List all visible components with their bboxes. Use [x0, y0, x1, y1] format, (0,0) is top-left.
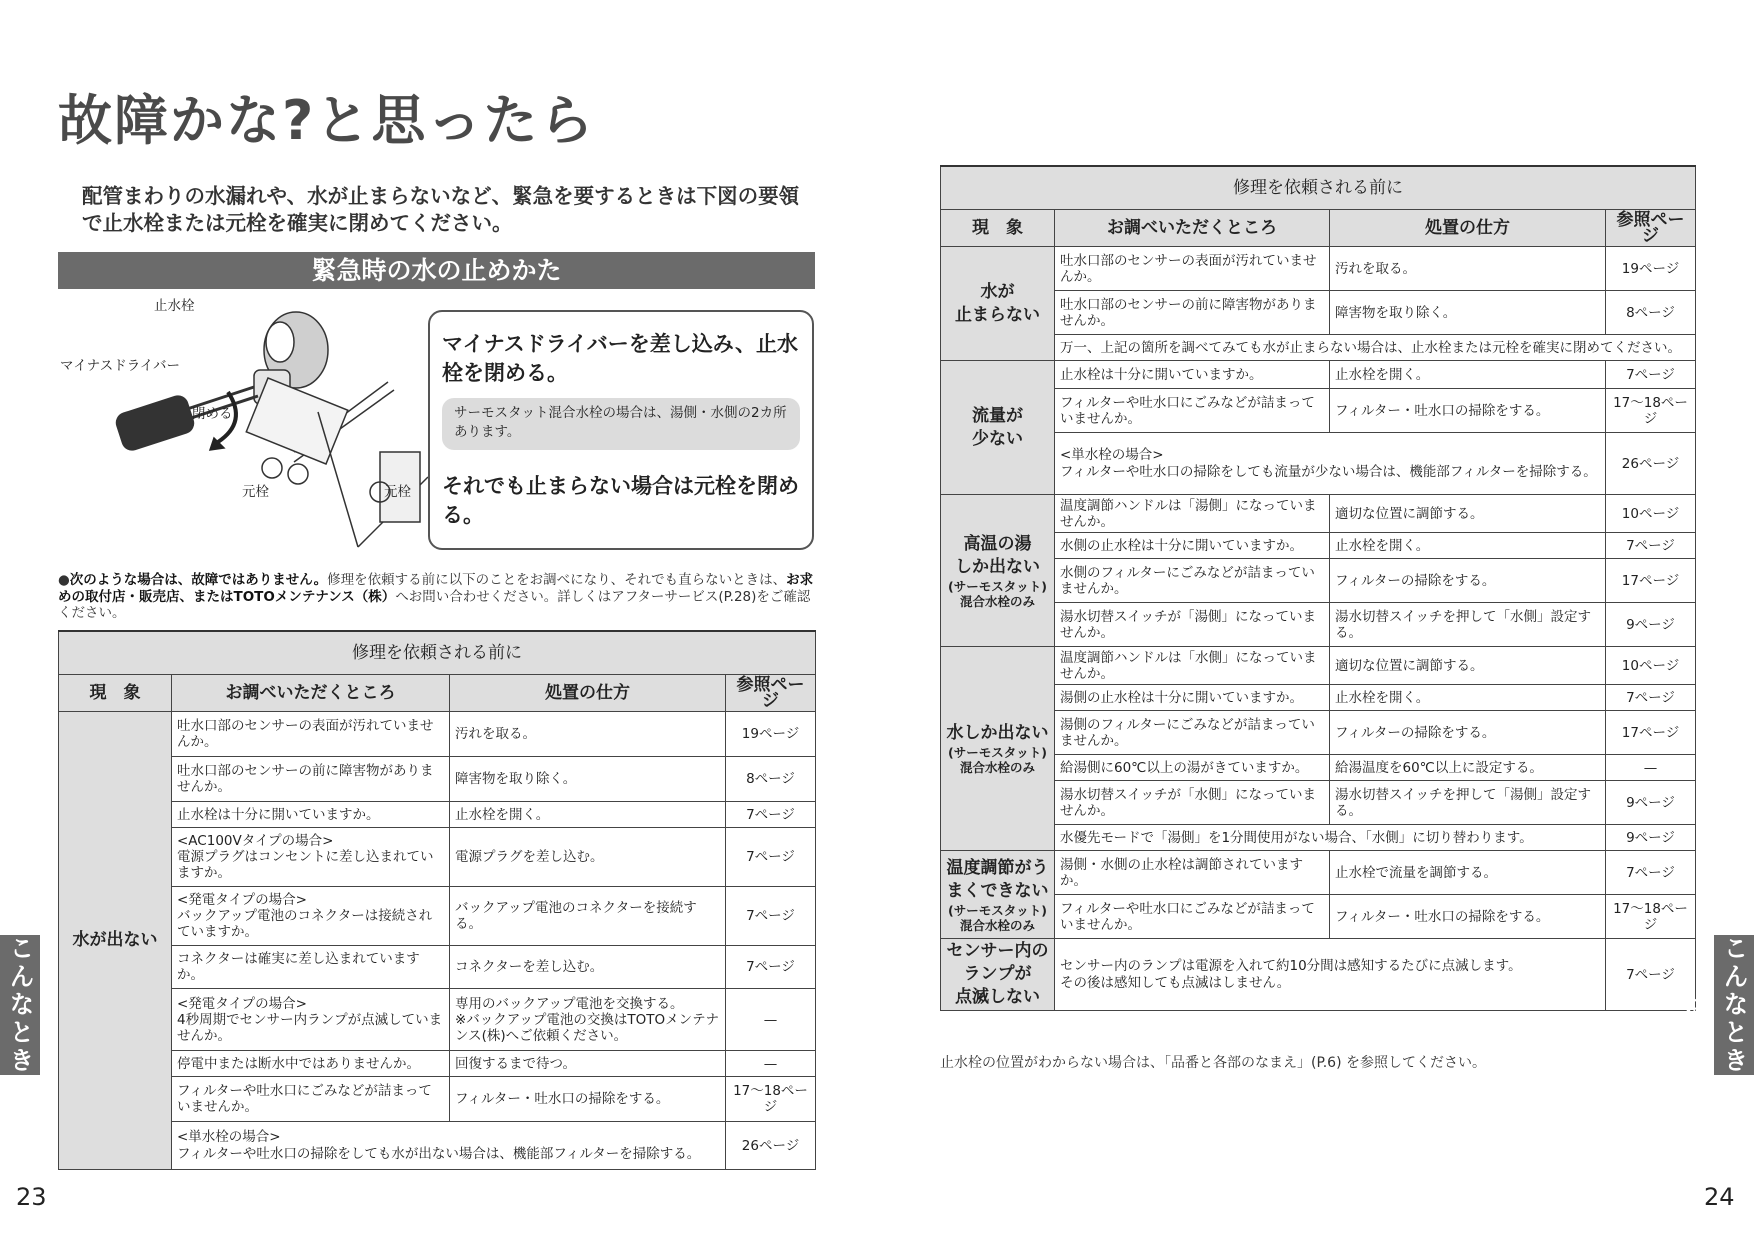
action-cell: 止水栓で流量を調節する。: [1330, 851, 1606, 895]
action-cell: 回復するまで待つ。: [450, 1051, 726, 1077]
check-cell: 止水栓は十分に開いていますか。: [1055, 361, 1330, 389]
check-cell: 湯水切替スイッチが「水側」になっていませんか。: [1055, 781, 1330, 825]
side-tab-left: こんなとき: [0, 935, 40, 1075]
symptom-lamp: センサー内の ランプが 点滅しない: [941, 939, 1055, 1011]
ref-cell: 7ページ: [1606, 851, 1696, 895]
step2-text: それでも止まらない場合は元栓を閉める。: [442, 474, 799, 527]
notice-t1: 修理を依頼する前に以下のことをお調べになり、それでも直らないときは、: [327, 572, 787, 588]
driver-label: マイナスドライバー: [60, 358, 181, 374]
action-cell: 障害物を取り除く。: [1330, 291, 1606, 335]
step1-text: マイナスドライバーを差し込み、止水栓を閉める。: [442, 332, 798, 385]
ref-cell: 17ページ: [1606, 559, 1696, 603]
ref-cell: 9ページ: [1606, 781, 1696, 825]
ref-cell: 10ページ: [1606, 647, 1696, 685]
symptom-low-flow: 流量が 少ない: [941, 361, 1055, 495]
check-cell: <発電タイプの場合> 4秒周期でセンサー内ランプが点滅していませんか。: [172, 989, 450, 1051]
action-cell: 電源プラグを差し込む。: [450, 828, 726, 887]
check-cell: 湯側の止水栓は十分に開いていますか。: [1055, 685, 1330, 711]
check-cell: 吐水口部のセンサーの前に障害物がありませんか。: [172, 757, 450, 802]
action-cell: 適切な位置に調節する。: [1330, 647, 1606, 685]
ref-cell: 19ページ: [1606, 247, 1696, 291]
ref-cell: 9ページ: [1606, 825, 1696, 851]
action-cell: 止水栓を開く。: [1330, 361, 1606, 389]
span-cell: 万一、上記の箇所を調べてみても水が止まらない場合は、止水栓または元栓を確実に閉めてください。: [1055, 335, 1696, 361]
header-check: お調べいただくところ: [1055, 210, 1330, 247]
main-valve-label-2: 元栓: [384, 484, 411, 500]
action-cell: 適切な位置に調節する。: [1330, 495, 1606, 533]
right-troubleshoot-table: [940, 165, 1696, 1011]
ref-cell: 26ページ: [1606, 433, 1696, 495]
ref-cell: 7ページ: [1606, 685, 1696, 711]
notice-bold2: お求めの取付店・販売店、またはTOTOメンテナンス（株）: [58, 572, 814, 605]
header-check: お調べいただくところ: [172, 675, 450, 712]
ref-cell: 9ページ: [1606, 603, 1696, 647]
ref-cell: 17〜18ページ: [1606, 389, 1696, 433]
action-cell: 専用のバックアップ電池を交換する。 ※バックアップ電池の交換はTOTOメンテナンス(株)へご依頼ください。: [450, 989, 726, 1051]
action-cell: 湯水切替スイッチを押して「湯側」設定する。: [1330, 781, 1606, 825]
check-cell: 湯側のフィルターにごみなどが詰まっていませんか。: [1055, 711, 1330, 755]
span-cell: <単水栓の場合> フィルターや吐水口の掃除をしても水が出ない場合は、機能部フィルターを掃除する。: [172, 1122, 726, 1170]
check-cell: 湯側・水側の止水栓は調節されていますか。: [1055, 851, 1330, 895]
ref-cell: —: [726, 1051, 816, 1077]
check-cell: 湯水切替スイッチが「湯側」になっていませんか。: [1055, 603, 1330, 647]
header-action: 処置の仕方: [1330, 210, 1606, 247]
check-cell: <AC100Vタイプの場合> 電源プラグはコンセントに差し込まれていますか。: [172, 828, 450, 887]
check-cell: 温度調節ハンドルは「湯側」になっていませんか。: [1055, 495, 1330, 533]
check-cell: コネクターは確実に差し込まれていますか。: [172, 946, 450, 989]
action-cell: フィルターの掃除をする。: [1330, 559, 1606, 603]
check-cell: 止水栓は十分に開いていますか。: [172, 802, 450, 828]
ref-cell: 7ページ: [726, 887, 816, 946]
ref-cell: 7ページ: [1606, 939, 1696, 1011]
check-cell: フィルターや吐水口にごみなどが詰まっていませんか。: [172, 1077, 450, 1122]
symptom-hot-only: [941, 495, 1055, 647]
action-cell: フィルター・吐水口の掃除をする。: [1330, 895, 1606, 939]
symptom-hot-only-label: 高温の湯 しか出ない: [955, 533, 1040, 577]
header-ref: 参照ページ: [1606, 210, 1696, 247]
span-cell: センサー内のランプは電源を入れて約10分間は感知するたびに点滅します。 その後は感知しても点滅はしません。: [1055, 939, 1606, 1011]
check-cell: 水側のフィルターにごみなどが詰まっていませんか。: [1055, 559, 1330, 603]
notice-bold1: 次のような場合は、故障ではありません。: [69, 572, 328, 588]
check-cell: 吐水口部のセンサーの表面が汚れていませんか。: [1055, 247, 1330, 291]
table-caption: 修理を依頼される前に: [59, 631, 816, 675]
check-cell: <発電タイプの場合> バックアップ電池のコネクターは接続されていますか。: [172, 887, 450, 946]
symptom-temp-control: [941, 851, 1055, 939]
header-ref: 参照ページ: [726, 675, 816, 712]
span-cell: 水優先モードで「湯側」を1分間使用がない場合、「水側」に切り替わります。: [1055, 825, 1606, 851]
ref-cell: 19ページ: [726, 712, 816, 757]
ref-cell: 17〜18ページ: [726, 1077, 816, 1122]
ref-cell: 7ページ: [726, 802, 816, 828]
action-cell: フィルター・吐水口の掃除をする。: [1330, 389, 1606, 433]
action-cell: 汚れを取る。: [1330, 247, 1606, 291]
check-cell: フィルターや吐水口にごみなどが詰まっていませんか。: [1055, 895, 1330, 939]
check-cell: 温度調節ハンドルは「水側」になっていませんか。: [1055, 647, 1330, 685]
check-cell: 吐水口部のセンサーの前に障害物がありませんか。: [1055, 291, 1330, 335]
valve-illustration: [58, 292, 428, 557]
notice-t2: へお問い合わせください。詳しくはアフターサービス(P.28)をご確認ください。: [58, 588, 811, 621]
symptom-cold-only: [941, 647, 1055, 851]
left-troubleshoot-table: [58, 630, 816, 1170]
symptom-sub: (サーモスタット) 混合水栓のみ: [948, 745, 1047, 775]
ref-cell: 7ページ: [1606, 533, 1696, 559]
symptom-temp-control-label: 温度調節がう まくできない: [946, 857, 1049, 901]
check-cell: フィルターや吐水口にごみなどが詰まっていませんか。: [1055, 389, 1330, 433]
check-cell: 給湯側に60℃以上の湯がきていますか。: [1055, 755, 1330, 781]
table-caption: 修理を依頼される前に: [941, 166, 1696, 210]
header-symptom: 現 象: [941, 210, 1055, 247]
notice-bullet: ●: [58, 572, 70, 588]
ref-cell: 8ページ: [726, 757, 816, 802]
symptom-no-water: 水が出ない: [59, 712, 172, 1170]
action-cell: 止水栓を開く。: [450, 802, 726, 828]
span-cell: <単水栓の場合> フィルターや吐水口の掃除をしても流量が少ない場合は、機能部フィルターを掃除する。: [1055, 433, 1606, 495]
thermo-note: サーモスタット混合水栓の場合は、湯側・水側の2カ所あります。: [442, 398, 800, 450]
ref-cell: 8ページ: [1606, 291, 1696, 335]
action-cell: フィルターの掃除をする。: [1330, 711, 1606, 755]
ref-cell: 10ページ: [1606, 495, 1696, 533]
check-cell: 停電中または断水中ではありませんか。: [172, 1051, 450, 1077]
symptom-sub: (サーモスタット) 混合水栓のみ: [948, 578, 1047, 609]
ref-cell: 7ページ: [1606, 361, 1696, 389]
ref-cell: 7ページ: [726, 828, 816, 887]
main-valve-label-1: 元栓: [242, 484, 269, 500]
action-cell: 給湯温度を60℃以上に設定する。: [1330, 755, 1606, 781]
action-cell: コネクターを差し込む。: [450, 946, 726, 989]
action-cell: フィルター・吐水口の掃除をする。: [450, 1077, 726, 1122]
action-cell: 障害物を取り除く。: [450, 757, 726, 802]
close-label: 閉める: [192, 406, 233, 422]
header-action: 処置の仕方: [450, 675, 726, 712]
action-cell: 止水栓を開く。: [1330, 685, 1606, 711]
header-symptom: 現 象: [59, 675, 172, 712]
page-title: 故障かな?と思ったら: [58, 89, 596, 152]
ref-cell: 17ページ: [1606, 711, 1696, 755]
symptom-sub: (サーモスタット) 混合水栓のみ: [948, 902, 1047, 933]
footnote: 止水栓の位置がわからない場合は、「品番と各部のなまえ」(P.6) を参照してください。: [940, 1055, 1486, 1071]
notice-text: [58, 572, 818, 622]
symptom-cold-only-label: 水しか出ない: [946, 723, 1049, 743]
symptom-not-stop: 水が 止まらない: [941, 247, 1055, 361]
action-cell: バックアップ電池のコネクターを接続する。: [450, 887, 726, 946]
ref-cell: 7ページ: [726, 946, 816, 989]
page-number-right: 24: [1704, 1183, 1735, 1211]
ref-cell: —: [1606, 755, 1696, 781]
action-cell: 湯水切替スイッチを押して「水側」設定する。: [1330, 603, 1606, 647]
action-cell: 止水栓を開く。: [1330, 533, 1606, 559]
page-number-left: 23: [16, 1183, 47, 1211]
intro-text: 配管まわりの水漏れや、水が止まらないなど、緊急を要するときは下図の要領で止水栓または元栓を確実に閉めてください。: [82, 184, 800, 235]
emergency-band: 緊急時の水の止めかた: [58, 252, 815, 289]
check-cell: 吐水口部のセンサーの表面が汚れていませんか。: [172, 712, 450, 757]
action-cell: 汚れを取る。: [450, 712, 726, 757]
emergency-callout: [428, 310, 814, 550]
check-cell: 水側の止水栓は十分に開いていますか。: [1055, 533, 1330, 559]
ref-cell: 17〜18ページ: [1606, 895, 1696, 939]
side-tab-right: こんなときは: [1714, 935, 1754, 1075]
ref-cell: —: [726, 989, 816, 1051]
valve-label: 止水栓: [154, 298, 195, 314]
ref-cell: 26ページ: [726, 1122, 816, 1170]
